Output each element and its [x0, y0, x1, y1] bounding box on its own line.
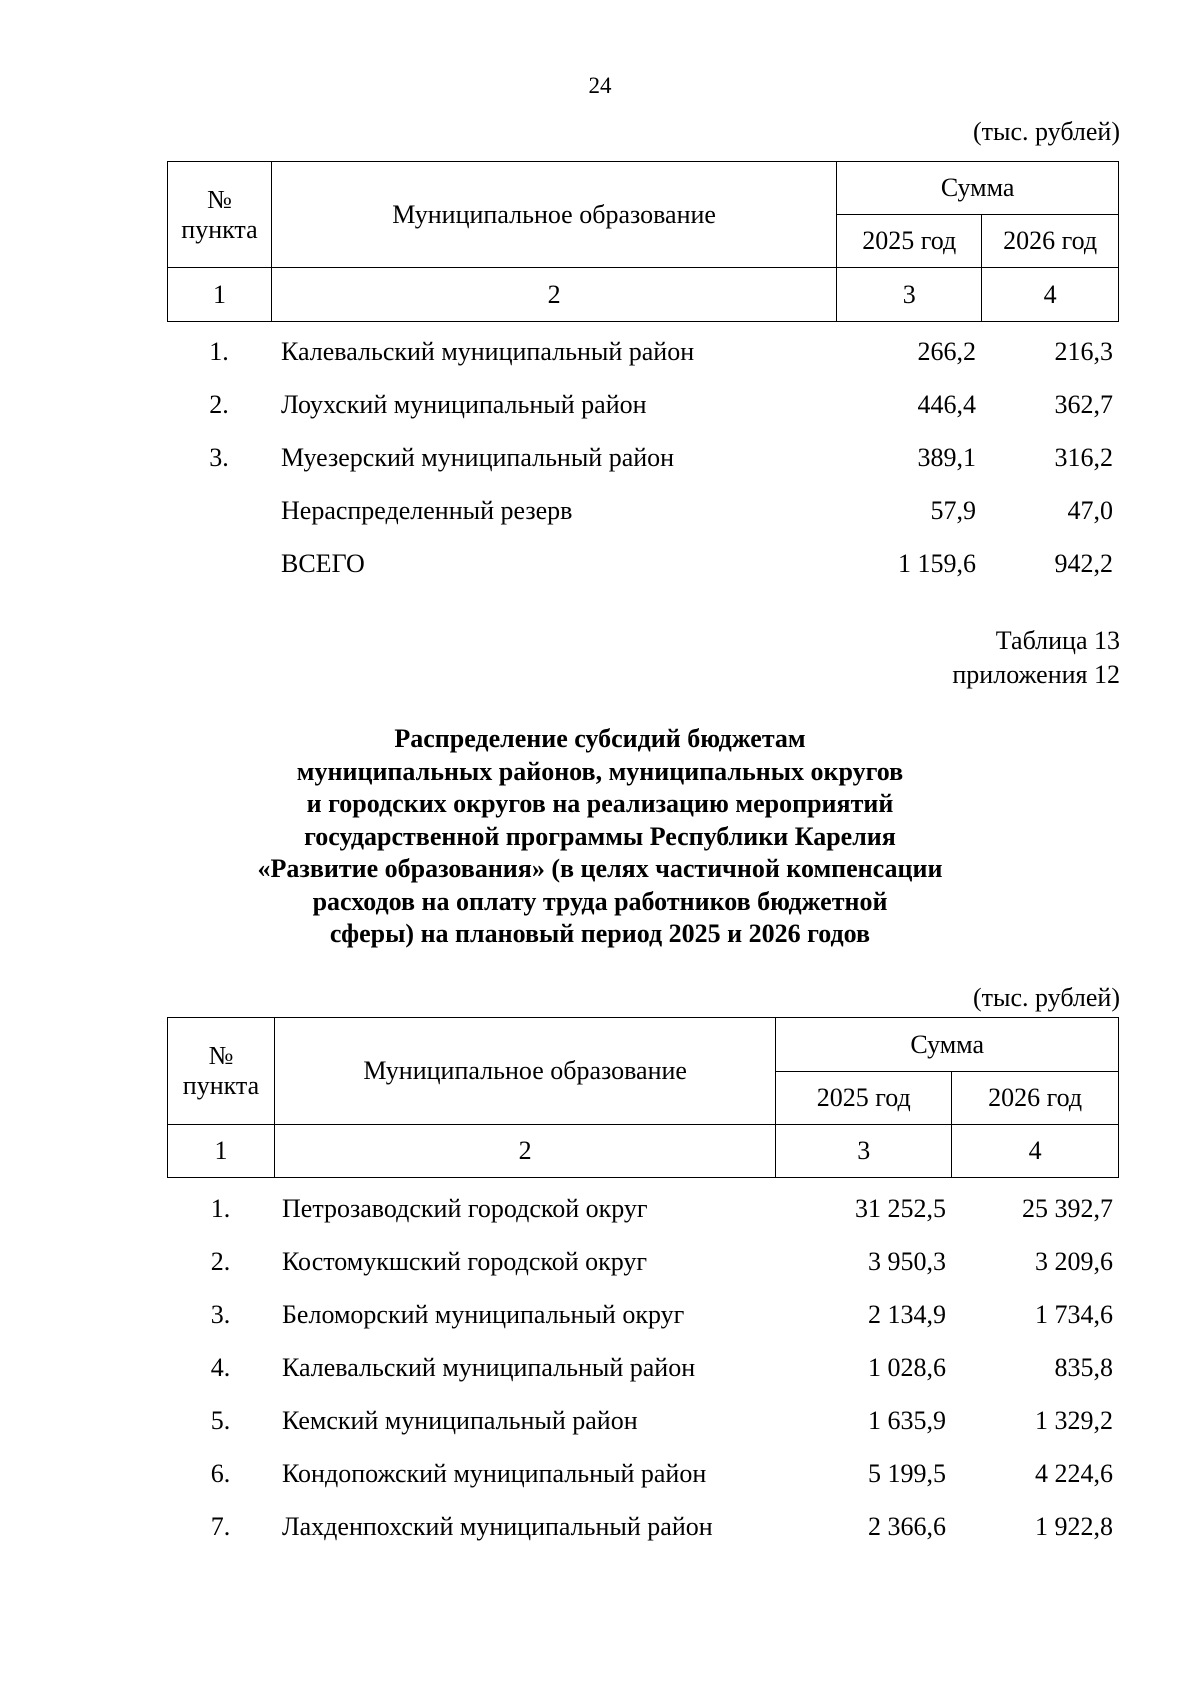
title-line: «Развитие образования» (в целях частичной компенсации: [257, 854, 943, 883]
table1-header-municipality: Муниципальное образование: [271, 162, 836, 268]
value-2026: 316,2: [1054, 442, 1113, 472]
title-line: и городских округов на реализацию мероприятий: [306, 789, 894, 818]
value-2025: 2 134,9: [868, 1299, 946, 1329]
table2-col-number: 1: [168, 1125, 275, 1178]
municipality-name: Петрозаводский городской округ: [282, 1193, 648, 1223]
title-line: муниципальных районов, муниципальных округов: [296, 756, 904, 786]
row-number: 6.: [210, 1458, 231, 1488]
table2-col-number: 3: [776, 1125, 952, 1178]
municipality-name: Костомукшский городской округ: [282, 1246, 648, 1276]
municipality-name: Кемский муниципальный район: [282, 1405, 638, 1435]
table-row: [167, 378, 1119, 431]
value-2026: 3 209,6: [1035, 1246, 1113, 1276]
table-row: [167, 431, 1119, 484]
row-number: 1.: [210, 1193, 231, 1223]
row-number: 3.: [209, 442, 229, 472]
table1-header-num: № пункта: [168, 162, 272, 268]
table-row: [167, 1500, 1119, 1553]
value-2025: 31 252,5: [855, 1193, 946, 1223]
title-line: сферы) на плановый период 2025 и 2026 годов: [329, 919, 871, 948]
table1-header: [167, 161, 1119, 322]
table2-header: [167, 1017, 1119, 1178]
value-2025: 446,4: [917, 389, 976, 419]
table1-col-number: 2: [271, 268, 836, 322]
table1-col-number: 3: [837, 268, 982, 322]
value-2026: 835,8: [1054, 1352, 1113, 1382]
table2-header-sum: Сумма: [776, 1018, 1119, 1072]
table1-header-year-2025: 2025 год: [837, 215, 982, 268]
title-line: государственной программы Республики Карелия: [304, 821, 896, 851]
table2-body: [167, 1182, 1119, 1553]
table-row: [167, 1341, 1119, 1394]
municipality-name: ВСЕГО: [281, 548, 365, 578]
title-line: расходов на оплату труда работников бюджетной: [312, 886, 888, 916]
table1-header-year-2026: 2026 год: [982, 215, 1119, 268]
table1-body: [167, 325, 1119, 590]
table-row: [167, 325, 1119, 378]
table2-col-number: 4: [952, 1125, 1119, 1178]
table2-header-year-2026: 2026 год: [952, 1072, 1119, 1125]
table-row: [167, 1447, 1119, 1500]
page-number: 24: [588, 73, 612, 98]
municipality-name: Лоухский муниципальный район: [281, 389, 647, 419]
row-number: 7.: [210, 1511, 231, 1541]
table2-header-num: № пункта: [168, 1018, 275, 1125]
table-caption-appendix: приложения 12: [952, 660, 1120, 689]
municipality-name: Муезерский муниципальный район: [281, 442, 675, 472]
table1-header-sum: Сумма: [837, 162, 1119, 215]
table2-header-municipality: Муниципальное образование: [274, 1018, 775, 1125]
value-2026: 4 224,6: [1035, 1458, 1113, 1488]
municipality-name: Кондопожский муниципальный район: [282, 1458, 707, 1488]
value-2025: 1 028,6: [868, 1352, 946, 1382]
value-2025: 1 159,6: [898, 548, 976, 578]
row-number: [167, 484, 271, 537]
value-2025: 2 366,6: [868, 1511, 946, 1541]
municipality-name: Калевальский муниципальный район: [282, 1352, 696, 1382]
value-2026: 47,0: [1067, 495, 1113, 525]
row-number: 5.: [210, 1405, 231, 1435]
row-number: [167, 537, 271, 590]
value-2026: 362,7: [1054, 389, 1113, 419]
title-line: Распределение субсидий бюджетам: [394, 724, 806, 753]
municipality-name: Калевальский муниципальный район: [281, 336, 695, 366]
table-row-total: [167, 537, 1119, 590]
row-number: 1.: [209, 336, 229, 366]
row-number: 2.: [210, 1246, 231, 1276]
municipality-name: Беломорский муниципальный округ: [282, 1299, 685, 1329]
table-row: [167, 1394, 1119, 1447]
row-number: 3.: [210, 1299, 231, 1329]
value-2025: 266,2: [917, 336, 976, 366]
row-number: 4.: [210, 1352, 231, 1382]
value-2026: 1 922,8: [1035, 1511, 1113, 1541]
table2-title: [200, 723, 1000, 951]
table-caption-number: Таблица 13: [995, 626, 1120, 655]
table1-col-number: 1: [168, 268, 272, 322]
table-row: [167, 1235, 1119, 1288]
table2-col-number: 2: [274, 1125, 775, 1178]
municipality-name: Лахденпохский муниципальный район: [282, 1511, 713, 1541]
table1-col-number: 4: [982, 268, 1119, 322]
municipality-name: Нераспределенный резерв: [281, 495, 573, 525]
table2-header-year-2025: 2025 год: [776, 1072, 952, 1125]
table-caption: [952, 624, 1120, 692]
value-2026: 25 392,7: [1022, 1193, 1113, 1223]
value-2025: 5 199,5: [868, 1458, 946, 1488]
value-2025: 3 950,3: [868, 1246, 946, 1276]
table-row: [167, 484, 1119, 537]
value-2025: 389,1: [917, 442, 976, 472]
value-2026: 1 734,6: [1035, 1299, 1113, 1329]
value-2025: 57,9: [930, 495, 976, 525]
value-2026: 1 329,2: [1035, 1405, 1113, 1435]
value-2026: 216,3: [1054, 336, 1113, 366]
table-row: [167, 1288, 1119, 1341]
table-row: [167, 1182, 1119, 1235]
value-2026: 942,2: [1054, 548, 1113, 578]
table1-unit-label: (тыс. рублей): [972, 117, 1120, 146]
table2-unit-label: (тыс. рублей): [972, 983, 1120, 1012]
row-number: 2.: [209, 389, 229, 419]
value-2025: 1 635,9: [868, 1405, 946, 1435]
